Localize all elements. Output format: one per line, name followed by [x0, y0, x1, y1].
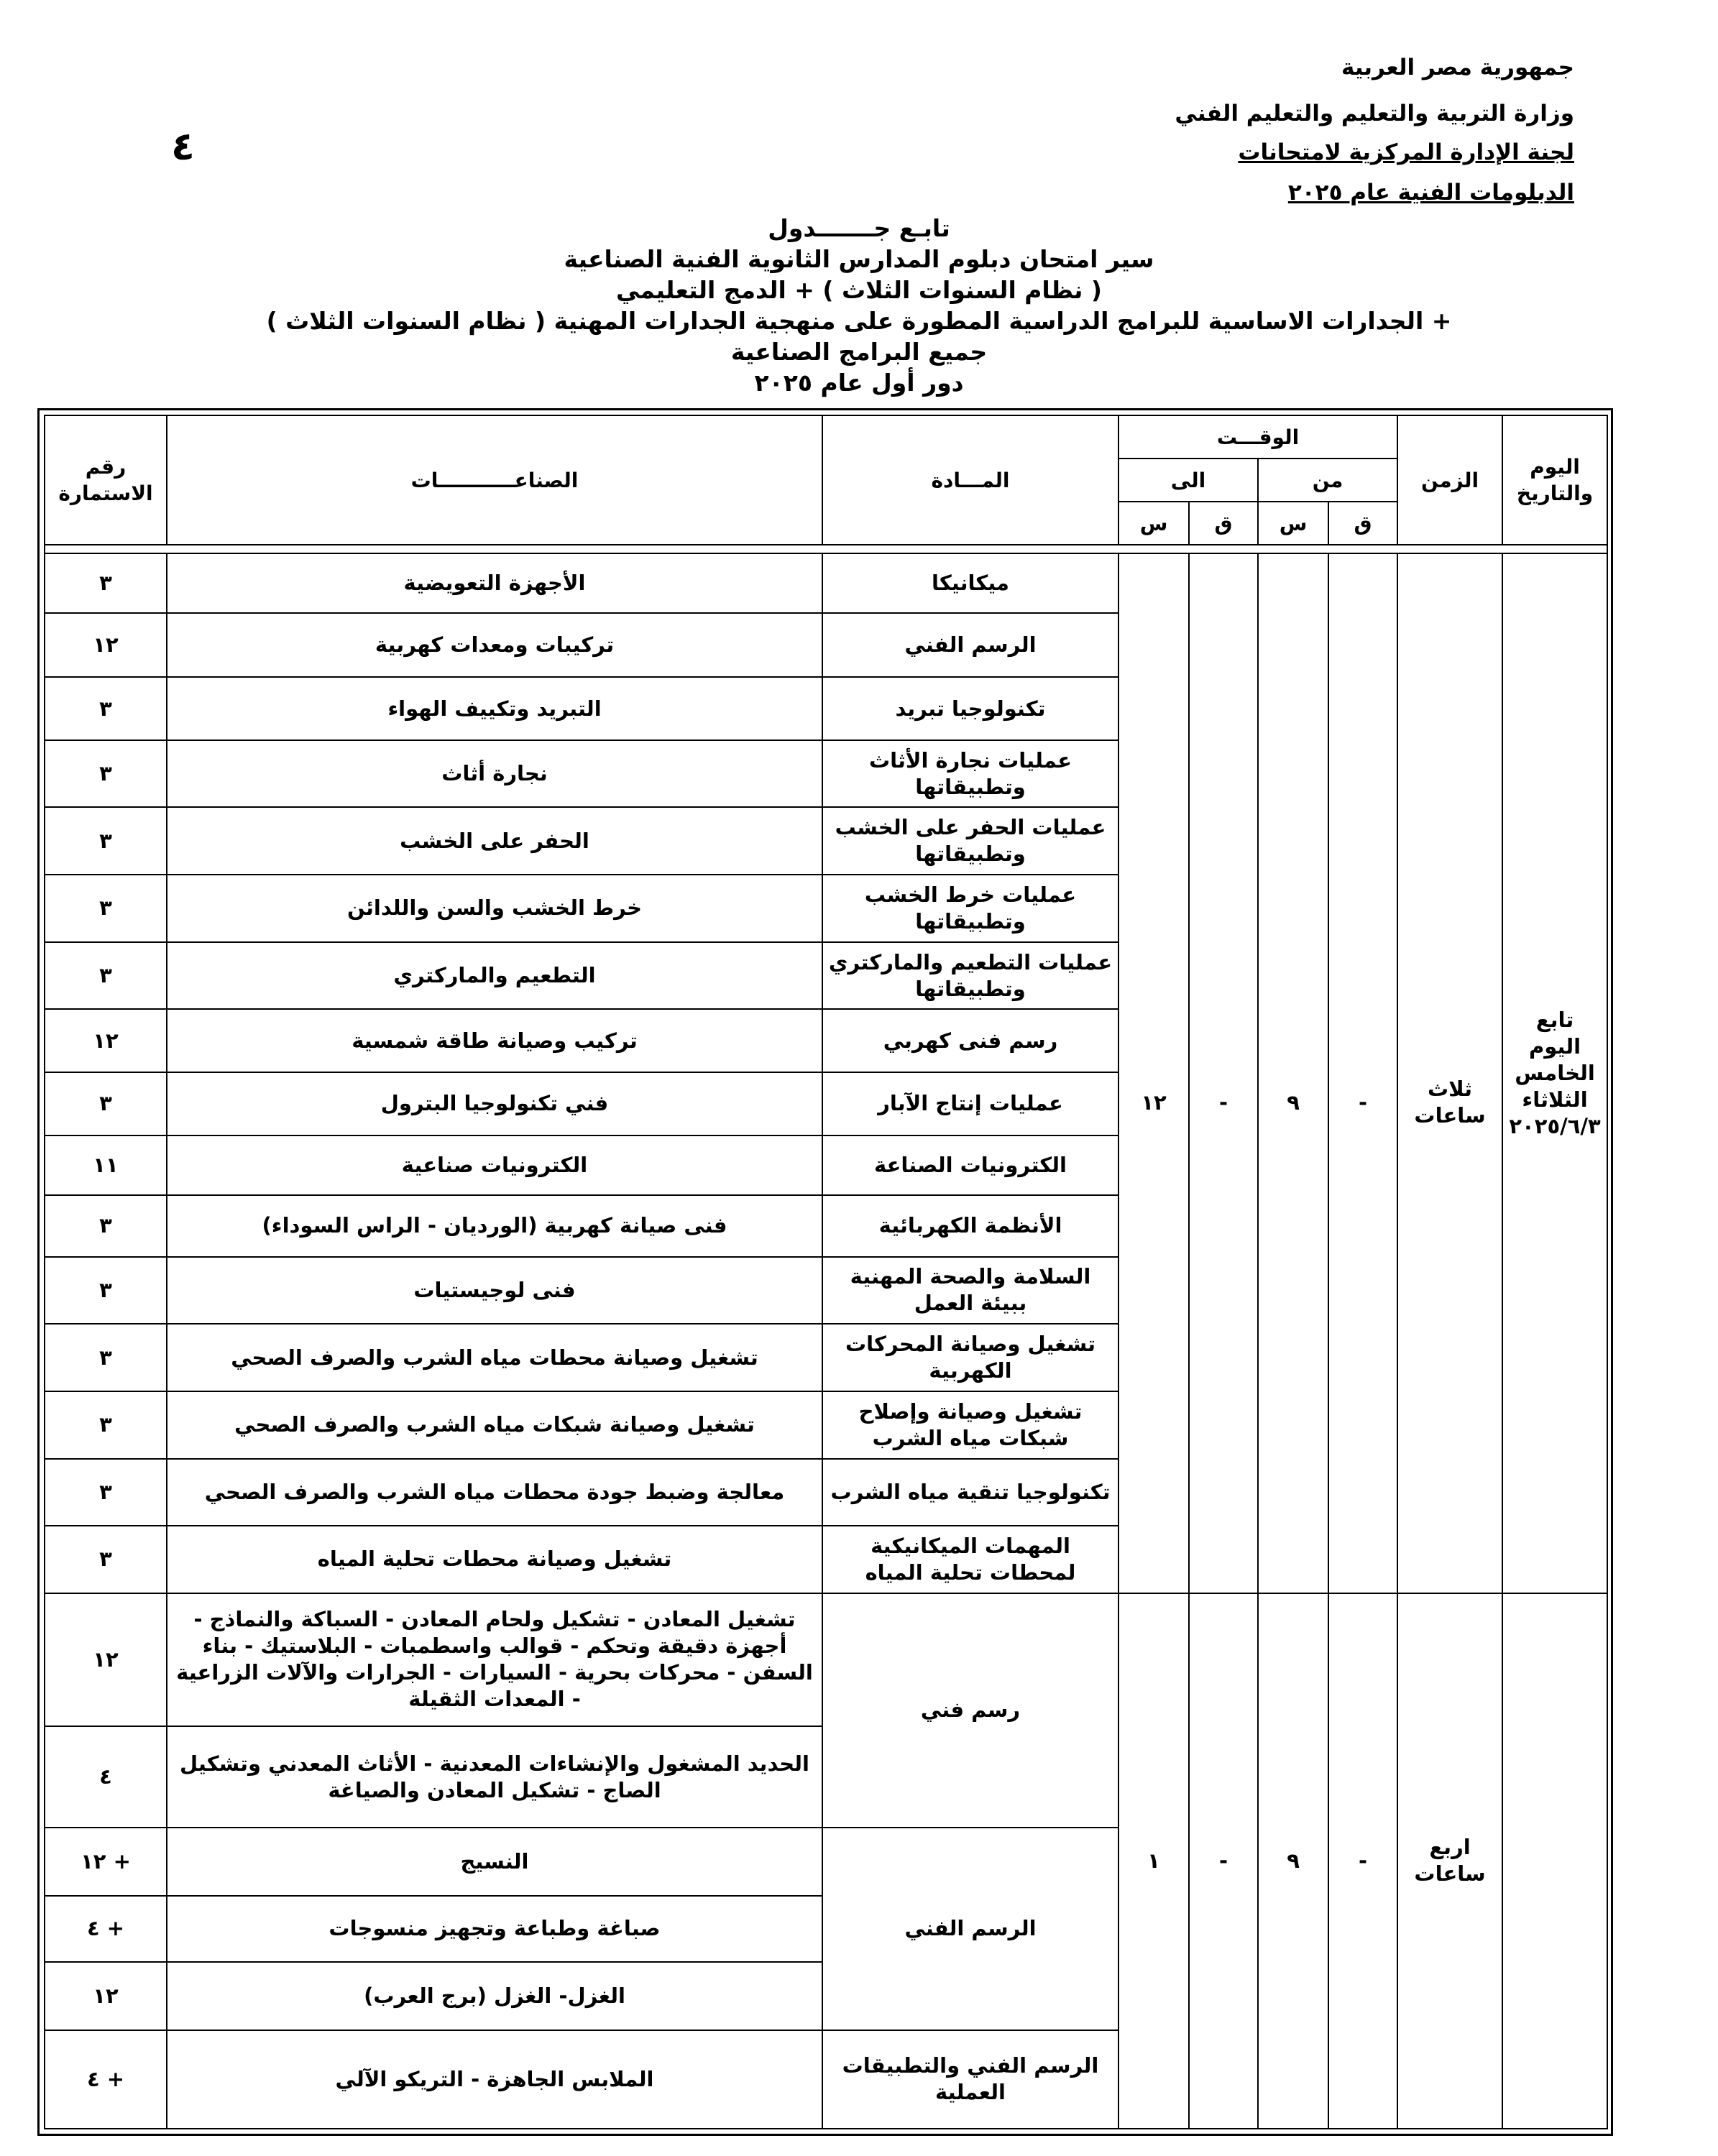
- header-ministry: وزارة التربية والتعليم والتعليم الفني: [1175, 101, 1574, 126]
- industry-cell: صباغة وطباعة وتجهيز منسوجات: [167, 1896, 822, 1963]
- subject-cell: رسم فني: [822, 1593, 1118, 1828]
- to-hour-cell: ١: [1118, 1593, 1189, 2129]
- page-number: ٤: [171, 124, 195, 169]
- header-from: من: [1258, 459, 1397, 502]
- header-form-no: رقم الاستمارة: [45, 415, 167, 545]
- form-number-cell: + ٤: [45, 1896, 167, 1963]
- header-to: الى: [1118, 459, 1258, 502]
- header-separator: [45, 545, 1607, 553]
- form-number-cell: ٣: [45, 1195, 167, 1257]
- subject-cell: عمليات الحفر على الخشب وتطبيقاتها: [822, 807, 1118, 875]
- industry-cell: فني تكنولوجيا البترول: [167, 1072, 822, 1135]
- industry-cell: الكترونيات صناعية: [167, 1135, 822, 1196]
- time-cell-top: [1328, 553, 1397, 613]
- title-block: [0, 213, 1718, 398]
- subject-cell: تكنولوجيا تبريد: [822, 677, 1118, 740]
- form-number-cell: ٣: [45, 740, 167, 808]
- industry-cell: الحديد المشغول والإنشاءات المعدنية - الأثاث المعدني وتشكيل الصاج - تشكيل المعادن والصياغة: [167, 1726, 822, 1828]
- form-number-cell: + ١٢: [45, 1828, 167, 1896]
- form-number-cell: ٣: [45, 553, 167, 613]
- form-number-cell: ٣: [45, 807, 167, 875]
- subject-cell: الرسم الفني والتطبيقات العملية: [822, 2030, 1118, 2129]
- subject-cell: ميكانيكا: [822, 553, 1118, 613]
- form-number-cell: ٣: [45, 677, 167, 740]
- form-number-cell: ١٢: [45, 1593, 167, 1726]
- header-to-minute: ق: [1189, 502, 1258, 545]
- table-row: [45, 613, 1607, 678]
- title-line-5: جميع البرامج الصناعية: [730, 338, 988, 366]
- form-number-cell: ٣: [45, 1459, 167, 1526]
- title-line-6: دور أول عام ٢٠٢٥: [754, 369, 964, 397]
- subject-cell: رسم فنى كهربي: [822, 1009, 1118, 1072]
- subject-cell: الرسم الفني: [822, 1828, 1118, 2030]
- form-number-cell: ٤: [45, 1726, 167, 1828]
- form-number-cell: ١٢: [45, 1962, 167, 2030]
- header-duration: الزمن: [1397, 415, 1502, 545]
- header-subject: المـــادة: [822, 415, 1118, 545]
- industry-cell: تركيبات ومعدات كهربية: [167, 613, 822, 678]
- subject-cell: السلامة والصحة المهنية ببيئة العمل: [822, 1257, 1118, 1325]
- header-from-minute: ق: [1328, 502, 1397, 545]
- subject-cell: تشغيل وصيانة وإصلاح شبكات مياه الشرب: [822, 1391, 1118, 1459]
- header-from-hour: س: [1258, 502, 1328, 545]
- industry-cell: فنى صيانة كهربية (الورديان - الراس السوداء): [167, 1195, 822, 1257]
- header-time: الوقـــت: [1118, 415, 1397, 459]
- industry-cell: الأجهزة التعويضية: [167, 553, 822, 613]
- industry-cell: تشغيل وصيانة محطات مياه الشرب والصرف الصحي: [167, 1324, 822, 1391]
- from-minute-cell: -: [1328, 613, 1397, 1593]
- header-committee: لجنة الإدارة المركزية لامتحانات: [1238, 139, 1574, 165]
- subject-cell: الكترونيات الصناعة: [822, 1135, 1118, 1196]
- header-diplomas: الدبلومات الفنية عام ٢٠٢٥: [1287, 180, 1574, 206]
- form-number-cell: ٣: [45, 1324, 167, 1391]
- subject-cell: الأنظمة الكهربائية: [822, 1195, 1118, 1257]
- time-cell-top: [1258, 553, 1328, 613]
- header-industries: الصناعـــــــــــات: [167, 415, 822, 545]
- schedule-frame: [37, 408, 1613, 2136]
- form-number-cell: ٣: [45, 1072, 167, 1135]
- form-number-cell: ٣: [45, 1526, 167, 1593]
- time-cell-top: [1189, 553, 1258, 613]
- title-line-2: سير امتحان دبلوم المدارس الثانوية الفنية الصناعية: [564, 245, 1154, 273]
- industry-cell: تركيب وصيانة طاقة شمسية: [167, 1009, 822, 1072]
- duration-cell-top: [1397, 553, 1502, 613]
- day-date-cell-continued: [1502, 1593, 1607, 2129]
- title-line-3: ( نظام السنوات الثلاث ) + الدمج التعليمي: [616, 276, 1102, 304]
- industry-cell: تشغيل وصيانة محطات تحلية المياه: [167, 1526, 822, 1593]
- day-date-cell: تابع اليوم الخامس الثلاثاء ٢٠٢٥/٦/٣: [1502, 553, 1607, 1593]
- duration-cell: اربع ساعات: [1397, 1593, 1502, 2129]
- from-minute-cell: -: [1328, 1593, 1397, 2129]
- form-number-cell: + ٤: [45, 2030, 167, 2129]
- from-hour-cell: ٩: [1258, 1593, 1328, 2129]
- subject-cell: تشغيل وصيانة المحركات الكهربية: [822, 1324, 1118, 1391]
- form-number-cell: ٣: [45, 1391, 167, 1459]
- subject-cell: عمليات خرط الخشب وتطبيقاتها: [822, 875, 1118, 942]
- to-minute-cell: -: [1189, 613, 1258, 1593]
- form-number-cell: ١١: [45, 1135, 167, 1196]
- industry-cell: الحفر على الخشب: [167, 807, 822, 875]
- form-number-cell: ٣: [45, 942, 167, 1010]
- subject-cell: تكنولوجيا تنقية مياه الشرب: [822, 1459, 1118, 1526]
- subject-cell: عمليات إنتاج الآبار: [822, 1072, 1118, 1135]
- industry-cell: تشغيل المعادن - تشكيل ولحام المعادن - السباكة والنماذج - أجهزة دقيقة وتحكم - قوالب واسطمبات - البلاستيك - بناء السفن - محركات بحرية - السيارات - الجرارات والآلات الزراعية - المعدات الثقيلة: [167, 1593, 822, 1726]
- schedule-table: [44, 415, 1608, 2129]
- title-line-4: + الجدارات الاساسية للبرامج الدراسية المطورة على منهجية الجدارات المهنية ( نظام السنوات الثلاث ): [266, 307, 1452, 335]
- time-cell-top: [1118, 553, 1189, 613]
- industry-cell: الملابس الجاهزة - التريكو الآلي: [167, 2030, 822, 2129]
- to-hour-cell: ١٢: [1118, 613, 1189, 1593]
- industry-cell: فنى لوجيستيات: [167, 1257, 822, 1325]
- form-number-cell: ٣: [45, 1257, 167, 1325]
- form-number-cell: ١٢: [45, 613, 167, 678]
- table-row: [45, 1593, 1607, 1726]
- form-number-cell: ١٢: [45, 1009, 167, 1072]
- to-minute-cell: -: [1189, 1593, 1258, 2129]
- subject-cell: عمليات التطعيم والماركتري وتطبيقاتها: [822, 942, 1118, 1010]
- industry-cell: النسيج: [167, 1828, 822, 1896]
- form-number-cell: ٣: [45, 875, 167, 942]
- industry-cell: التبريد وتكييف الهواء: [167, 677, 822, 740]
- industry-cell: معالجة وضبط جودة محطات مياه الشرب والصرف الصحي: [167, 1459, 822, 1526]
- header-republic: جمهورية مصر العربية: [1341, 55, 1574, 80]
- title-line-1: تابـع جـــــــدول: [768, 214, 950, 242]
- header-day-date: اليوم والتاريخ: [1502, 415, 1607, 545]
- subject-cell: الرسم الفني: [822, 613, 1118, 678]
- industry-cell: الغزل- الغزل (برج العرب): [167, 1962, 822, 2030]
- header-to-hour: س: [1118, 502, 1189, 545]
- subject-cell: عمليات نجارة الأثاث وتطبيقاتها: [822, 740, 1118, 808]
- from-hour-cell: ٩: [1258, 613, 1328, 1593]
- table-row: [45, 553, 1607, 613]
- industry-cell: خرط الخشب والسن واللدائن: [167, 875, 822, 942]
- industry-cell: نجارة أثاث: [167, 740, 822, 808]
- duration-cell: ثلاث ساعات: [1397, 613, 1502, 1593]
- subject-cell: المهمات الميكانيكية لمحطات تحلية المياه: [822, 1526, 1118, 1593]
- industry-cell: تشغيل وصيانة شبكات مياه الشرب والصرف الصحي: [167, 1391, 822, 1459]
- industry-cell: التطعيم والماركتري: [167, 942, 822, 1010]
